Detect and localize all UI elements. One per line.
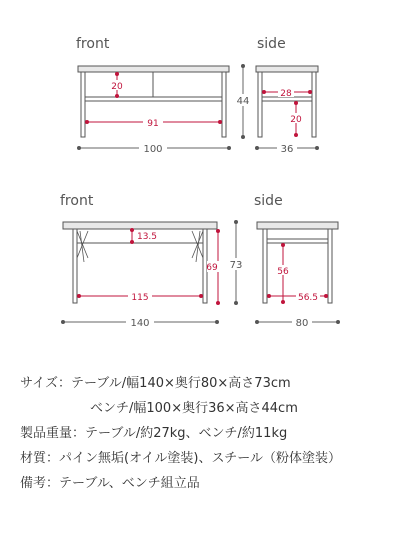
spec-weight: 製品重量：テーブル/約27kg、ベンチ/約11kg — [20, 426, 288, 441]
table-side-view — [254, 193, 340, 329]
dim-dot — [115, 72, 119, 76]
dim-dot — [262, 90, 266, 94]
bench-front-height-value: 20 — [111, 82, 123, 92]
dim-dot — [281, 243, 285, 247]
table-width-value: 140 — [130, 318, 150, 329]
table-depth-value: 80 — [295, 318, 309, 329]
dim-dot — [85, 120, 89, 124]
table-side-inner-height-value: 56 — [277, 267, 289, 277]
dim-dot — [215, 320, 219, 324]
dim-dot — [315, 146, 319, 150]
dim-dot — [130, 240, 134, 244]
bench-shelf — [85, 97, 222, 101]
bench-side-leg-right — [312, 72, 316, 137]
bench-height-value: 44 — [236, 96, 250, 107]
dim-dot — [294, 133, 298, 137]
dim-dot — [218, 120, 222, 124]
dim-dot — [115, 94, 119, 98]
spec-size-line2: ベンチ/幅100×奥行36×高さ44cm — [90, 401, 298, 416]
dim-dot — [241, 64, 245, 68]
bench-leg-left — [81, 72, 85, 137]
bench-width-value: 100 — [143, 144, 163, 155]
dim-dot — [234, 220, 238, 224]
bench-front-label: front — [76, 36, 110, 52]
bench-front-width-value: 91 — [147, 119, 159, 129]
spec-notes: 備考：テーブル、ベンチ組立品 — [20, 476, 200, 491]
bench-side-leg-left — [258, 72, 262, 137]
bench-side-depth-value: 28 — [280, 89, 292, 99]
dim-dot — [241, 135, 245, 139]
dim-dot — [255, 320, 259, 324]
bench-side-top — [256, 66, 318, 72]
bench-side-view — [234, 36, 319, 155]
dim-dot — [227, 146, 231, 150]
dim-dot — [281, 300, 285, 304]
table-height-value: 73 — [229, 260, 243, 271]
bench-side-height-value: 20 — [290, 115, 302, 125]
dim-dot — [336, 320, 340, 324]
table-front-apron-value: 13.5 — [136, 232, 158, 242]
dim-dot — [267, 294, 271, 298]
table-side-leg-right — [328, 229, 332, 303]
table-side-apron — [267, 239, 328, 243]
bench-front-view — [76, 36, 231, 155]
bench-top — [78, 66, 229, 72]
dim-dot — [61, 320, 65, 324]
dim-dot — [199, 294, 203, 298]
table-side-leg-left — [263, 229, 267, 303]
dim-dot — [216, 301, 220, 305]
table-side-top — [257, 222, 338, 229]
table-leg-left — [73, 229, 77, 303]
table-side-label: side — [254, 193, 283, 209]
spec-material: 材質：パイン無垢(オイル塗装)、スチール（粉体塗装） — [20, 451, 341, 466]
table-side-inner-depth-value: 56.5 — [297, 293, 319, 303]
dim-dot — [324, 294, 328, 298]
table-top — [63, 222, 217, 229]
dim-dot — [234, 301, 238, 305]
table-front-inner-width-value: 115 — [131, 293, 149, 303]
bench-side-label: side — [257, 36, 286, 52]
bench-depth-value: 36 — [280, 144, 294, 155]
table-front-label: front — [60, 193, 94, 209]
bench-leg-right — [222, 72, 226, 137]
dim-dot — [308, 90, 312, 94]
dim-dot — [216, 229, 220, 233]
table-front-inner-height-value: 69 — [206, 263, 218, 273]
table-front-view — [60, 193, 245, 329]
dim-dot — [255, 146, 259, 150]
dim-dot — [130, 228, 134, 232]
dim-dot — [294, 101, 298, 105]
spec-size-line1: サイズ：テーブル/幅140×奥行80×高さ73cm — [20, 376, 291, 391]
dim-dot — [77, 146, 81, 150]
dim-dot — [77, 294, 81, 298]
